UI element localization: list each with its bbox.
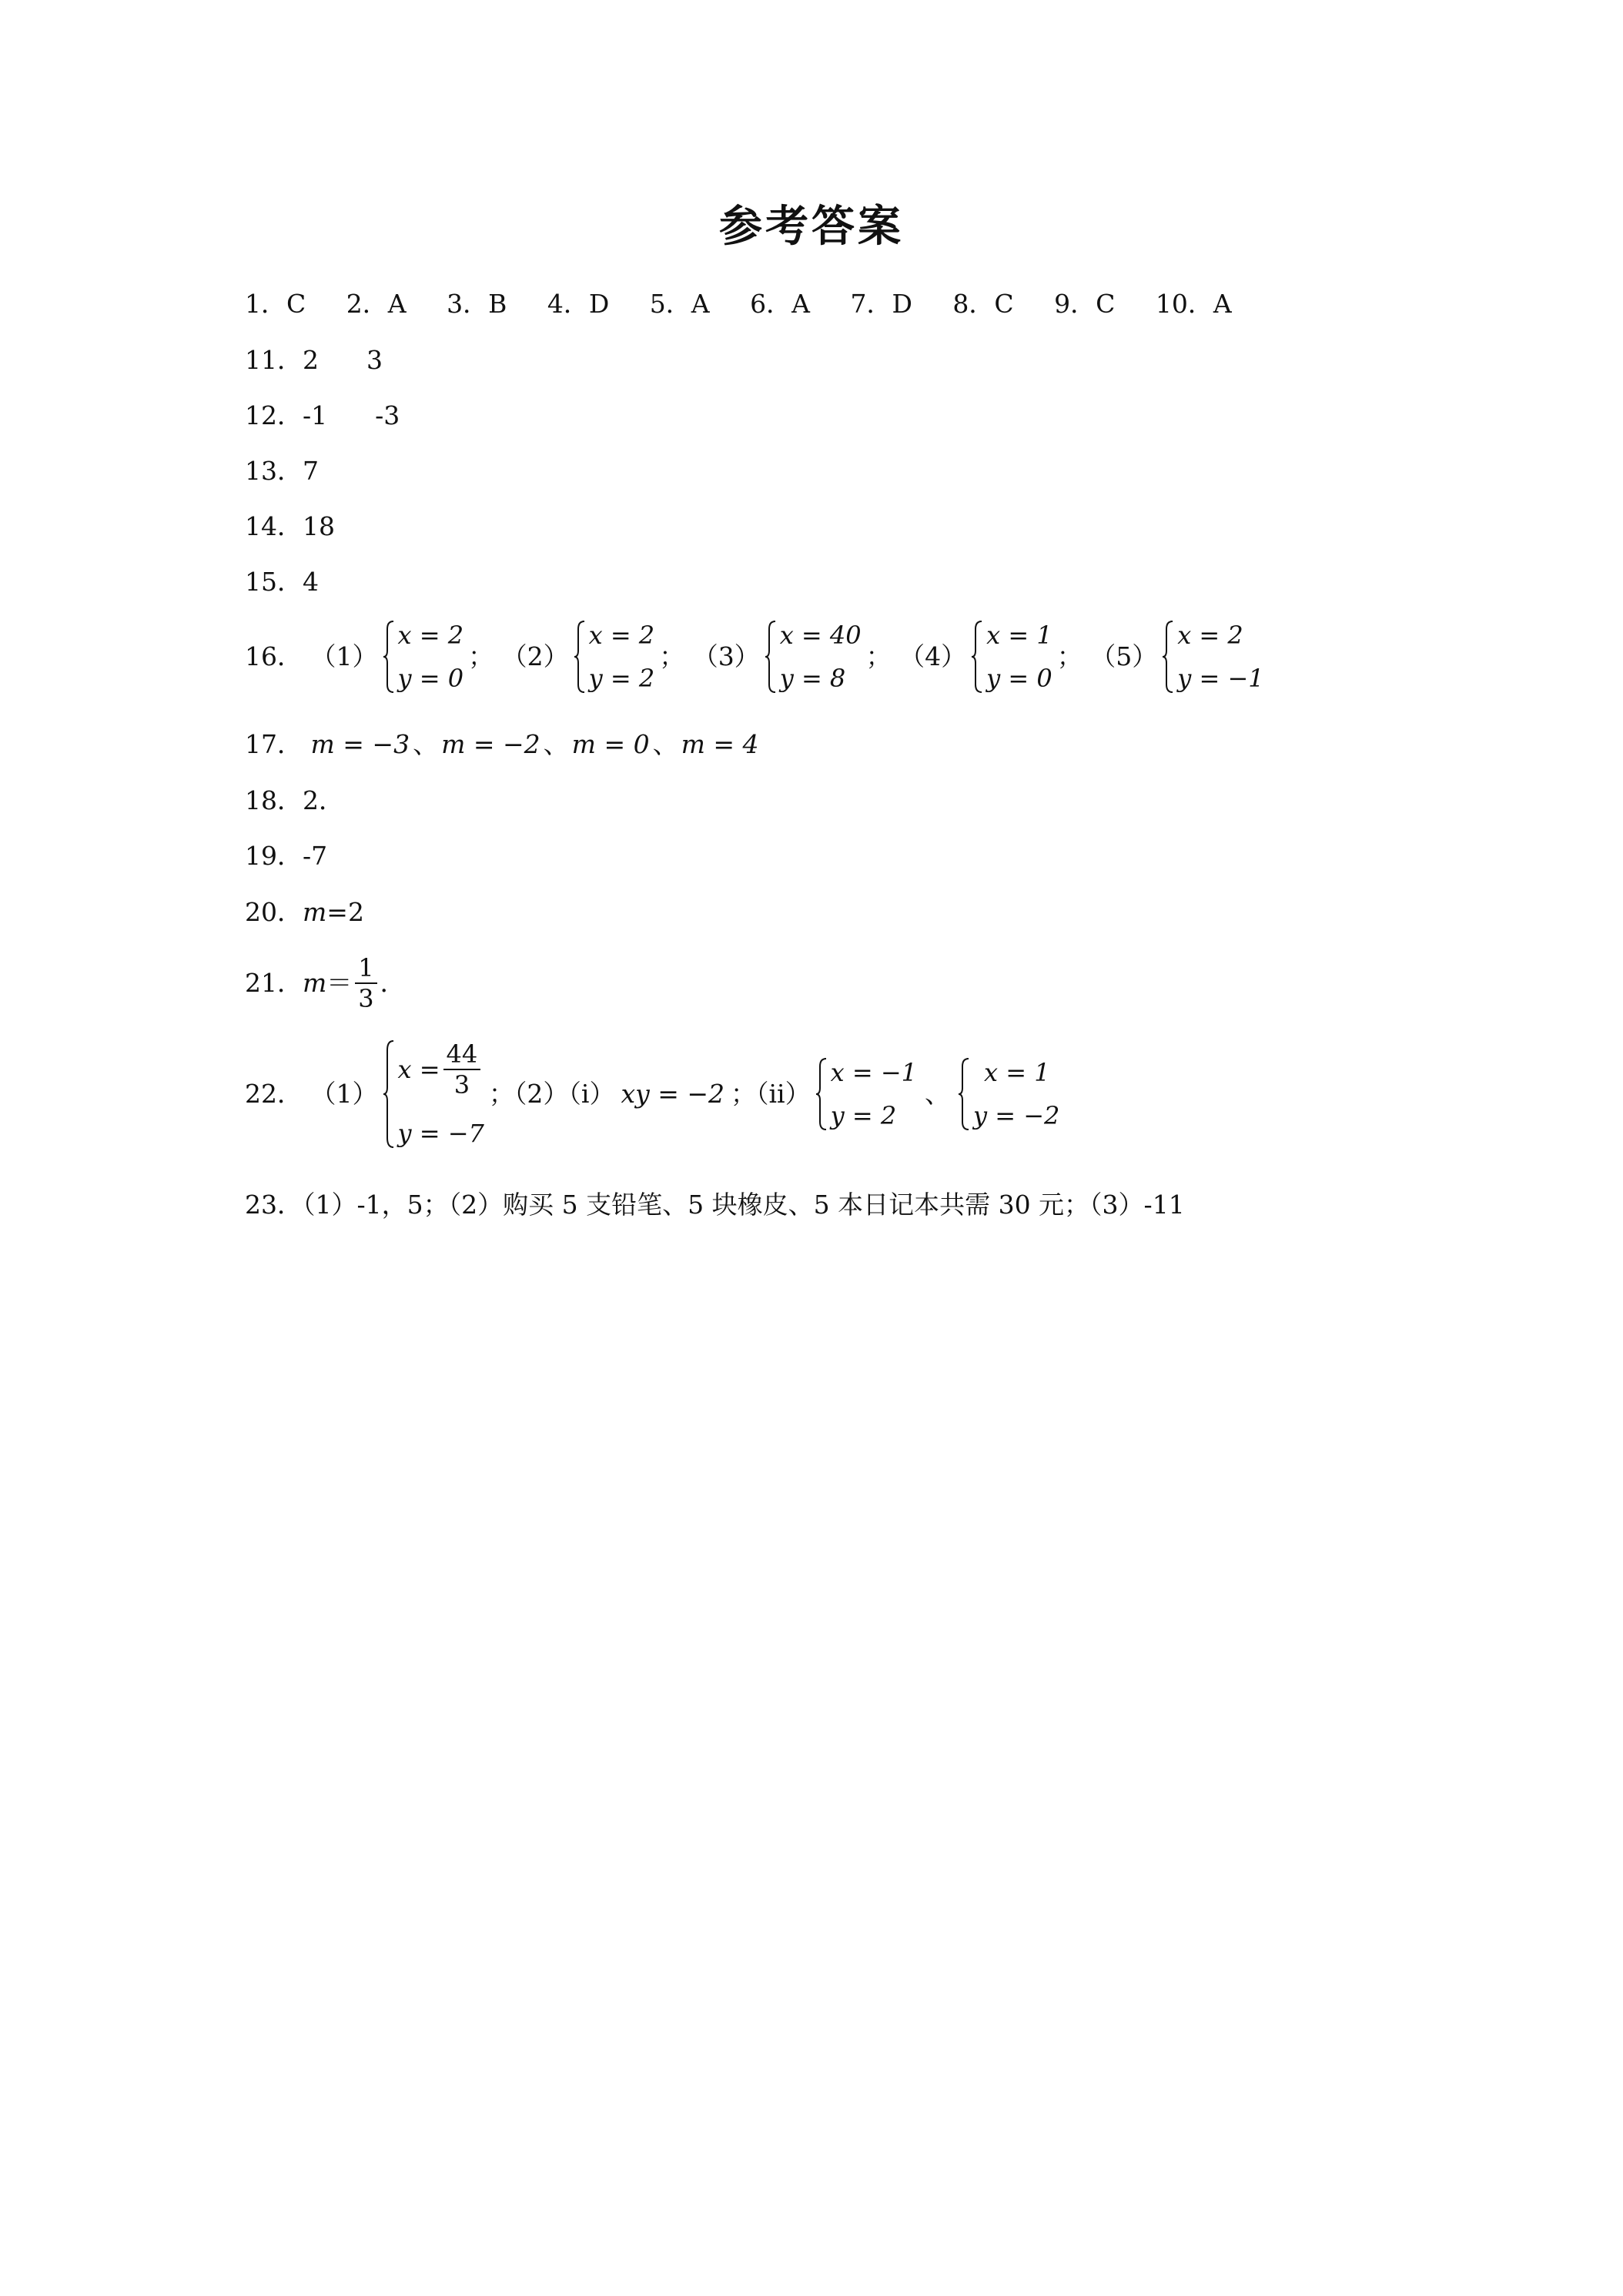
equation: y = 2	[588, 664, 655, 693]
equation-system	[383, 620, 464, 694]
part-label: （ii）	[756, 1079, 811, 1109]
question-number: 11．	[245, 345, 303, 375]
part-label: （3）	[692, 641, 760, 671]
equation: y = 8	[779, 664, 846, 693]
question-number: 12．	[245, 400, 303, 430]
equation: x = 1	[983, 1058, 1050, 1087]
page-title: 参考答案	[719, 202, 904, 252]
part-label: （2）（i）	[514, 1079, 615, 1109]
fraction-numerator: 1	[355, 953, 376, 984]
left-brace-icon	[765, 620, 777, 694]
answer-text: （1）-1，5；（2）购买 5 支铅笔、5 块橡皮、5 本日记本共需 30 元；（3）-11	[303, 1190, 1185, 1220]
math-expression: m = −2	[441, 729, 540, 759]
left-brace-icon	[574, 620, 586, 694]
answer-line-14	[245, 510, 335, 542]
separator: ；	[731, 1079, 756, 1109]
part-label: （1）	[310, 641, 378, 671]
answer-value: 7	[303, 456, 319, 486]
question-number: 22．	[245, 1079, 303, 1109]
answer-7: 7．D	[850, 289, 912, 319]
answer-1: 1．C	[245, 289, 306, 319]
equation-system	[383, 1039, 484, 1149]
separator: 、	[543, 729, 569, 759]
equation: x = 2	[1177, 621, 1243, 650]
question-number: 14．	[245, 511, 303, 541]
answer-3: 3．B	[447, 289, 507, 319]
math-expression: m = 0	[571, 729, 650, 759]
answer-8: 8．C	[952, 289, 1014, 319]
answer-line-21	[245, 953, 406, 1013]
question-number: 21．	[245, 968, 303, 998]
equation: x = 2	[397, 621, 464, 650]
part-label: （4）	[899, 641, 967, 671]
answer-5: 5．A	[649, 289, 710, 319]
equals-sign: ＝	[326, 968, 353, 998]
part-label: （1）	[310, 1079, 378, 1109]
separator: ；	[488, 1079, 514, 1109]
math-expression: m = −3	[310, 729, 410, 759]
answer-6: 6．A	[750, 289, 810, 319]
fraction	[443, 1039, 481, 1099]
answer-line-22	[245, 1039, 1064, 1149]
equation-system	[815, 1057, 917, 1131]
answer-value: 4	[303, 567, 319, 597]
left-brace-icon	[383, 1039, 395, 1149]
part-label: （5）	[1090, 641, 1158, 671]
answer-line-23	[245, 1188, 1185, 1220]
answer-line-20	[245, 895, 364, 928]
equation: y = 0	[986, 664, 1052, 693]
equation-system	[958, 1057, 1059, 1131]
equation: y = −1	[1177, 664, 1264, 693]
question-number: 15．	[245, 567, 303, 597]
equation: x = 1	[986, 621, 1052, 650]
answer-value: -1	[303, 400, 328, 430]
answer-9: 9．C	[1054, 289, 1116, 319]
equation: y = 0	[397, 664, 464, 693]
equation: y = 2	[830, 1101, 897, 1130]
question-number: 23．	[245, 1190, 303, 1220]
left-brace-icon	[1162, 620, 1174, 694]
left-brace-icon	[383, 620, 395, 694]
math-expression: xy = −2	[621, 1079, 724, 1109]
answer-line-13	[245, 454, 319, 487]
part-label: （2）	[501, 641, 569, 671]
separator: ；	[659, 641, 685, 671]
equation-system	[971, 620, 1052, 694]
answer-line-12	[245, 399, 400, 431]
separator: ；	[865, 641, 892, 671]
equation: y = −2	[972, 1101, 1060, 1130]
question-number: 19．	[245, 841, 303, 871]
answer-line-1-10	[245, 287, 1264, 320]
question-number: 20．	[245, 897, 303, 927]
period: ．	[380, 968, 406, 998]
answer-line-19	[245, 839, 327, 872]
answer-value: 2．	[303, 785, 344, 815]
fraction-denominator: 3	[358, 984, 374, 1013]
answer-2: 2．A	[346, 289, 407, 319]
separator: 、	[413, 729, 439, 759]
equation: x = 2	[588, 621, 655, 650]
answer-10: 10．A	[1155, 289, 1232, 319]
question-number: 18．	[245, 785, 303, 815]
separator: ；	[468, 641, 494, 671]
answer-line-16	[245, 620, 1269, 694]
left-brace-icon	[971, 620, 983, 694]
equation: y = −7	[397, 1119, 484, 1148]
equation-system	[574, 620, 655, 694]
equation-lhs: x =	[397, 1055, 440, 1084]
math-variable: m	[303, 968, 327, 998]
answer-line-15	[245, 565, 319, 597]
question-number: 17．	[245, 729, 303, 759]
answer-value: 18	[303, 511, 335, 541]
equation	[398, 1039, 484, 1099]
answer-value: -3	[375, 400, 400, 430]
answer-line-11	[245, 343, 383, 376]
answer-value: 2	[303, 345, 319, 375]
equation-system	[1162, 620, 1263, 694]
left-brace-icon	[815, 1057, 828, 1131]
question-number: 16．	[245, 641, 303, 671]
equation-system	[765, 620, 862, 694]
answer-value: -7	[303, 841, 328, 871]
answer-line-18	[245, 784, 344, 816]
answer-value: =2	[326, 897, 364, 927]
separator: 、	[924, 1079, 950, 1109]
separator: ；	[1056, 641, 1083, 671]
equation: x = 40	[779, 621, 862, 650]
fraction-denominator: 3	[453, 1070, 470, 1099]
question-number: 13．	[245, 456, 303, 486]
left-brace-icon	[958, 1057, 970, 1131]
fraction	[355, 953, 376, 1013]
fraction-numerator: 44	[443, 1039, 481, 1070]
separator: 、	[652, 729, 678, 759]
answer-4: 4．D	[547, 289, 610, 319]
answer-line-17	[245, 728, 759, 760]
answer-value: 3	[366, 345, 383, 375]
equation: x = −1	[830, 1058, 917, 1087]
math-expression: m = 4	[681, 729, 759, 759]
math-variable: m	[303, 897, 327, 927]
